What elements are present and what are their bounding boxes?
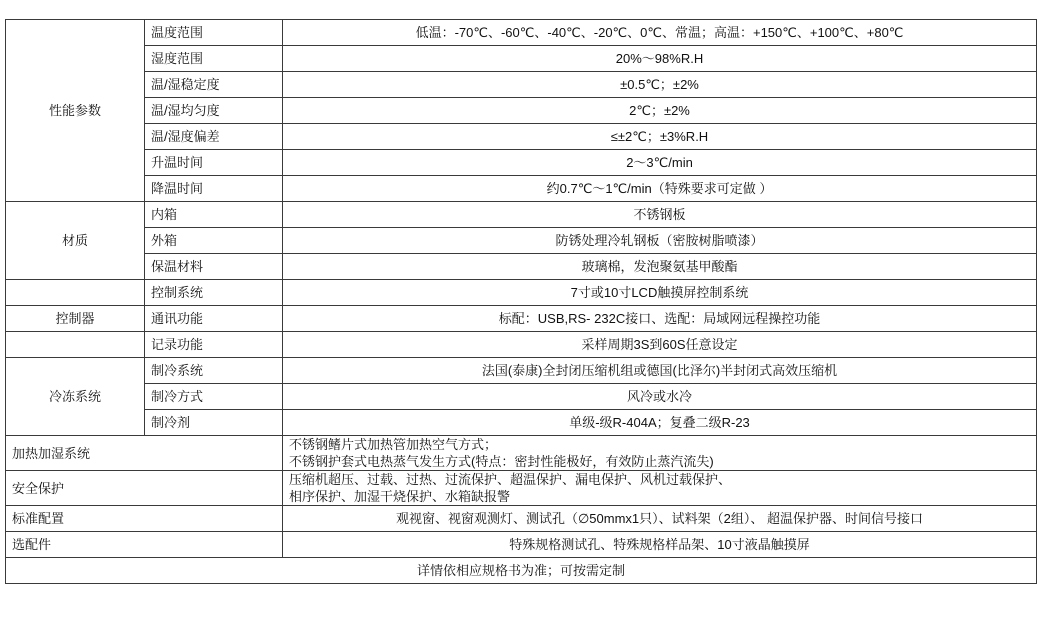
- row-label: 制冷系统: [145, 358, 283, 384]
- row-value: 风冷或水冷: [283, 384, 1037, 410]
- group-options: 选配件: [6, 532, 283, 558]
- row-value: 不锈钢板: [283, 202, 1037, 228]
- table-row: [6, 98, 1037, 124]
- row-label: 湿度范围: [145, 46, 283, 72]
- table-row: [6, 471, 1037, 506]
- row-value-multiline: [283, 436, 1037, 471]
- table-row: [6, 506, 1037, 532]
- row-value: 法国(泰康)全封闭压缩机组或德国(比泽尔)半封闭式高效压缩机: [283, 358, 1037, 384]
- row-value: 2℃；±2%: [283, 98, 1037, 124]
- row-label: 温/湿度偏差: [145, 124, 283, 150]
- table-row: [6, 532, 1037, 558]
- table-row: [6, 176, 1037, 202]
- row-label: 保温材料: [145, 254, 283, 280]
- group-standard: 标准配置: [6, 506, 283, 532]
- table-row: [6, 558, 1037, 584]
- table-row: [6, 384, 1037, 410]
- table-row: [6, 280, 1037, 306]
- row-value: 特殊规格测试孔、特殊规格样品架、10寸液晶触摸屏: [283, 532, 1037, 558]
- table-row: [6, 46, 1037, 72]
- row-label: 降温时间: [145, 176, 283, 202]
- table-row: [6, 202, 1037, 228]
- row-value: 观视窗、视窗观测灯、测试孔（∅50mmx1只）、试料架（2组）、 超温保护器、时间信号接口: [283, 506, 1037, 532]
- row-label: 通讯功能: [145, 306, 283, 332]
- row-value: ±0.5℃；±2%: [283, 72, 1037, 98]
- row-label: 升温时间: [145, 150, 283, 176]
- table-row: [6, 124, 1037, 150]
- row-value: 低温：-70℃、-60℃、-40℃、-20℃、0℃、常温；高温：+150℃、+100℃、+80℃: [283, 20, 1037, 46]
- row-value: 20%～98%R.H: [283, 46, 1037, 72]
- group-controller-bottom: [6, 332, 145, 358]
- table-row: [6, 306, 1037, 332]
- row-value: 玻璃棉，发泡聚氨基甲酸酯: [283, 254, 1037, 280]
- table-row: [6, 436, 1037, 471]
- table-row: [6, 254, 1037, 280]
- table-row: [6, 332, 1037, 358]
- heating-line-1: 不锈钢鳍片式加热管加热空气方式；: [289, 437, 498, 452]
- row-value: 单级-级R-404A；复叠二级R-23: [283, 410, 1037, 436]
- row-label: 温/湿稳定度: [145, 72, 283, 98]
- row-label: 制冷方式: [145, 384, 283, 410]
- group-material: 材质: [6, 202, 145, 280]
- group-refrigeration: 冷冻系统: [6, 358, 145, 436]
- row-label: 制冷剂: [145, 410, 283, 436]
- group-performance: 性能参数: [6, 20, 145, 202]
- group-safety: 安全保护: [6, 471, 283, 506]
- heating-line-2: 不锈钢护套式电热蒸气发生方式(特点：密封性能极好，有效防止蒸汽流失): [289, 454, 714, 469]
- row-value: 7寸或10寸LCD触摸屏控制系统: [283, 280, 1037, 306]
- safety-line-1: 压缩机超压、过载、过热、过流保护、超温保护、漏电保护、风机过载保护、: [289, 472, 732, 487]
- row-label: 内箱: [145, 202, 283, 228]
- safety-line-2: 相序保护、加湿干烧保护、水箱缺报警: [289, 489, 511, 504]
- table-row: [6, 150, 1037, 176]
- row-label: 温度范围: [145, 20, 283, 46]
- row-value: 防锈处理冷轧钢板（密胺树脂喷漆）: [283, 228, 1037, 254]
- row-value-multiline: [283, 471, 1037, 506]
- table-row: [6, 72, 1037, 98]
- footer-note: 详情依相应规格书为准；可按需定制: [6, 558, 1037, 584]
- spec-table: [5, 19, 1037, 584]
- row-label: 记录功能: [145, 332, 283, 358]
- table-row: [6, 410, 1037, 436]
- row-value: 2～3℃/min: [283, 150, 1037, 176]
- row-label: 外箱: [145, 228, 283, 254]
- group-controller: 控制器: [6, 306, 145, 332]
- row-value: 约0.7℃～1℃/min（特殊要求可定做 ）: [283, 176, 1037, 202]
- group-heating: 加热加湿系统: [6, 436, 283, 471]
- row-value: 采样周期3S到60S任意设定: [283, 332, 1037, 358]
- row-value: ≤±2℃；±3%R.H: [283, 124, 1037, 150]
- table-row: [6, 358, 1037, 384]
- table-row: [6, 228, 1037, 254]
- group-controller-top: [6, 280, 145, 306]
- row-label: 控制系统: [145, 280, 283, 306]
- row-value: 标配：USB,RS- 232C接口、选配：局域网远程操控功能: [283, 306, 1037, 332]
- row-label: 温/湿均匀度: [145, 98, 283, 124]
- table-row: [6, 20, 1037, 46]
